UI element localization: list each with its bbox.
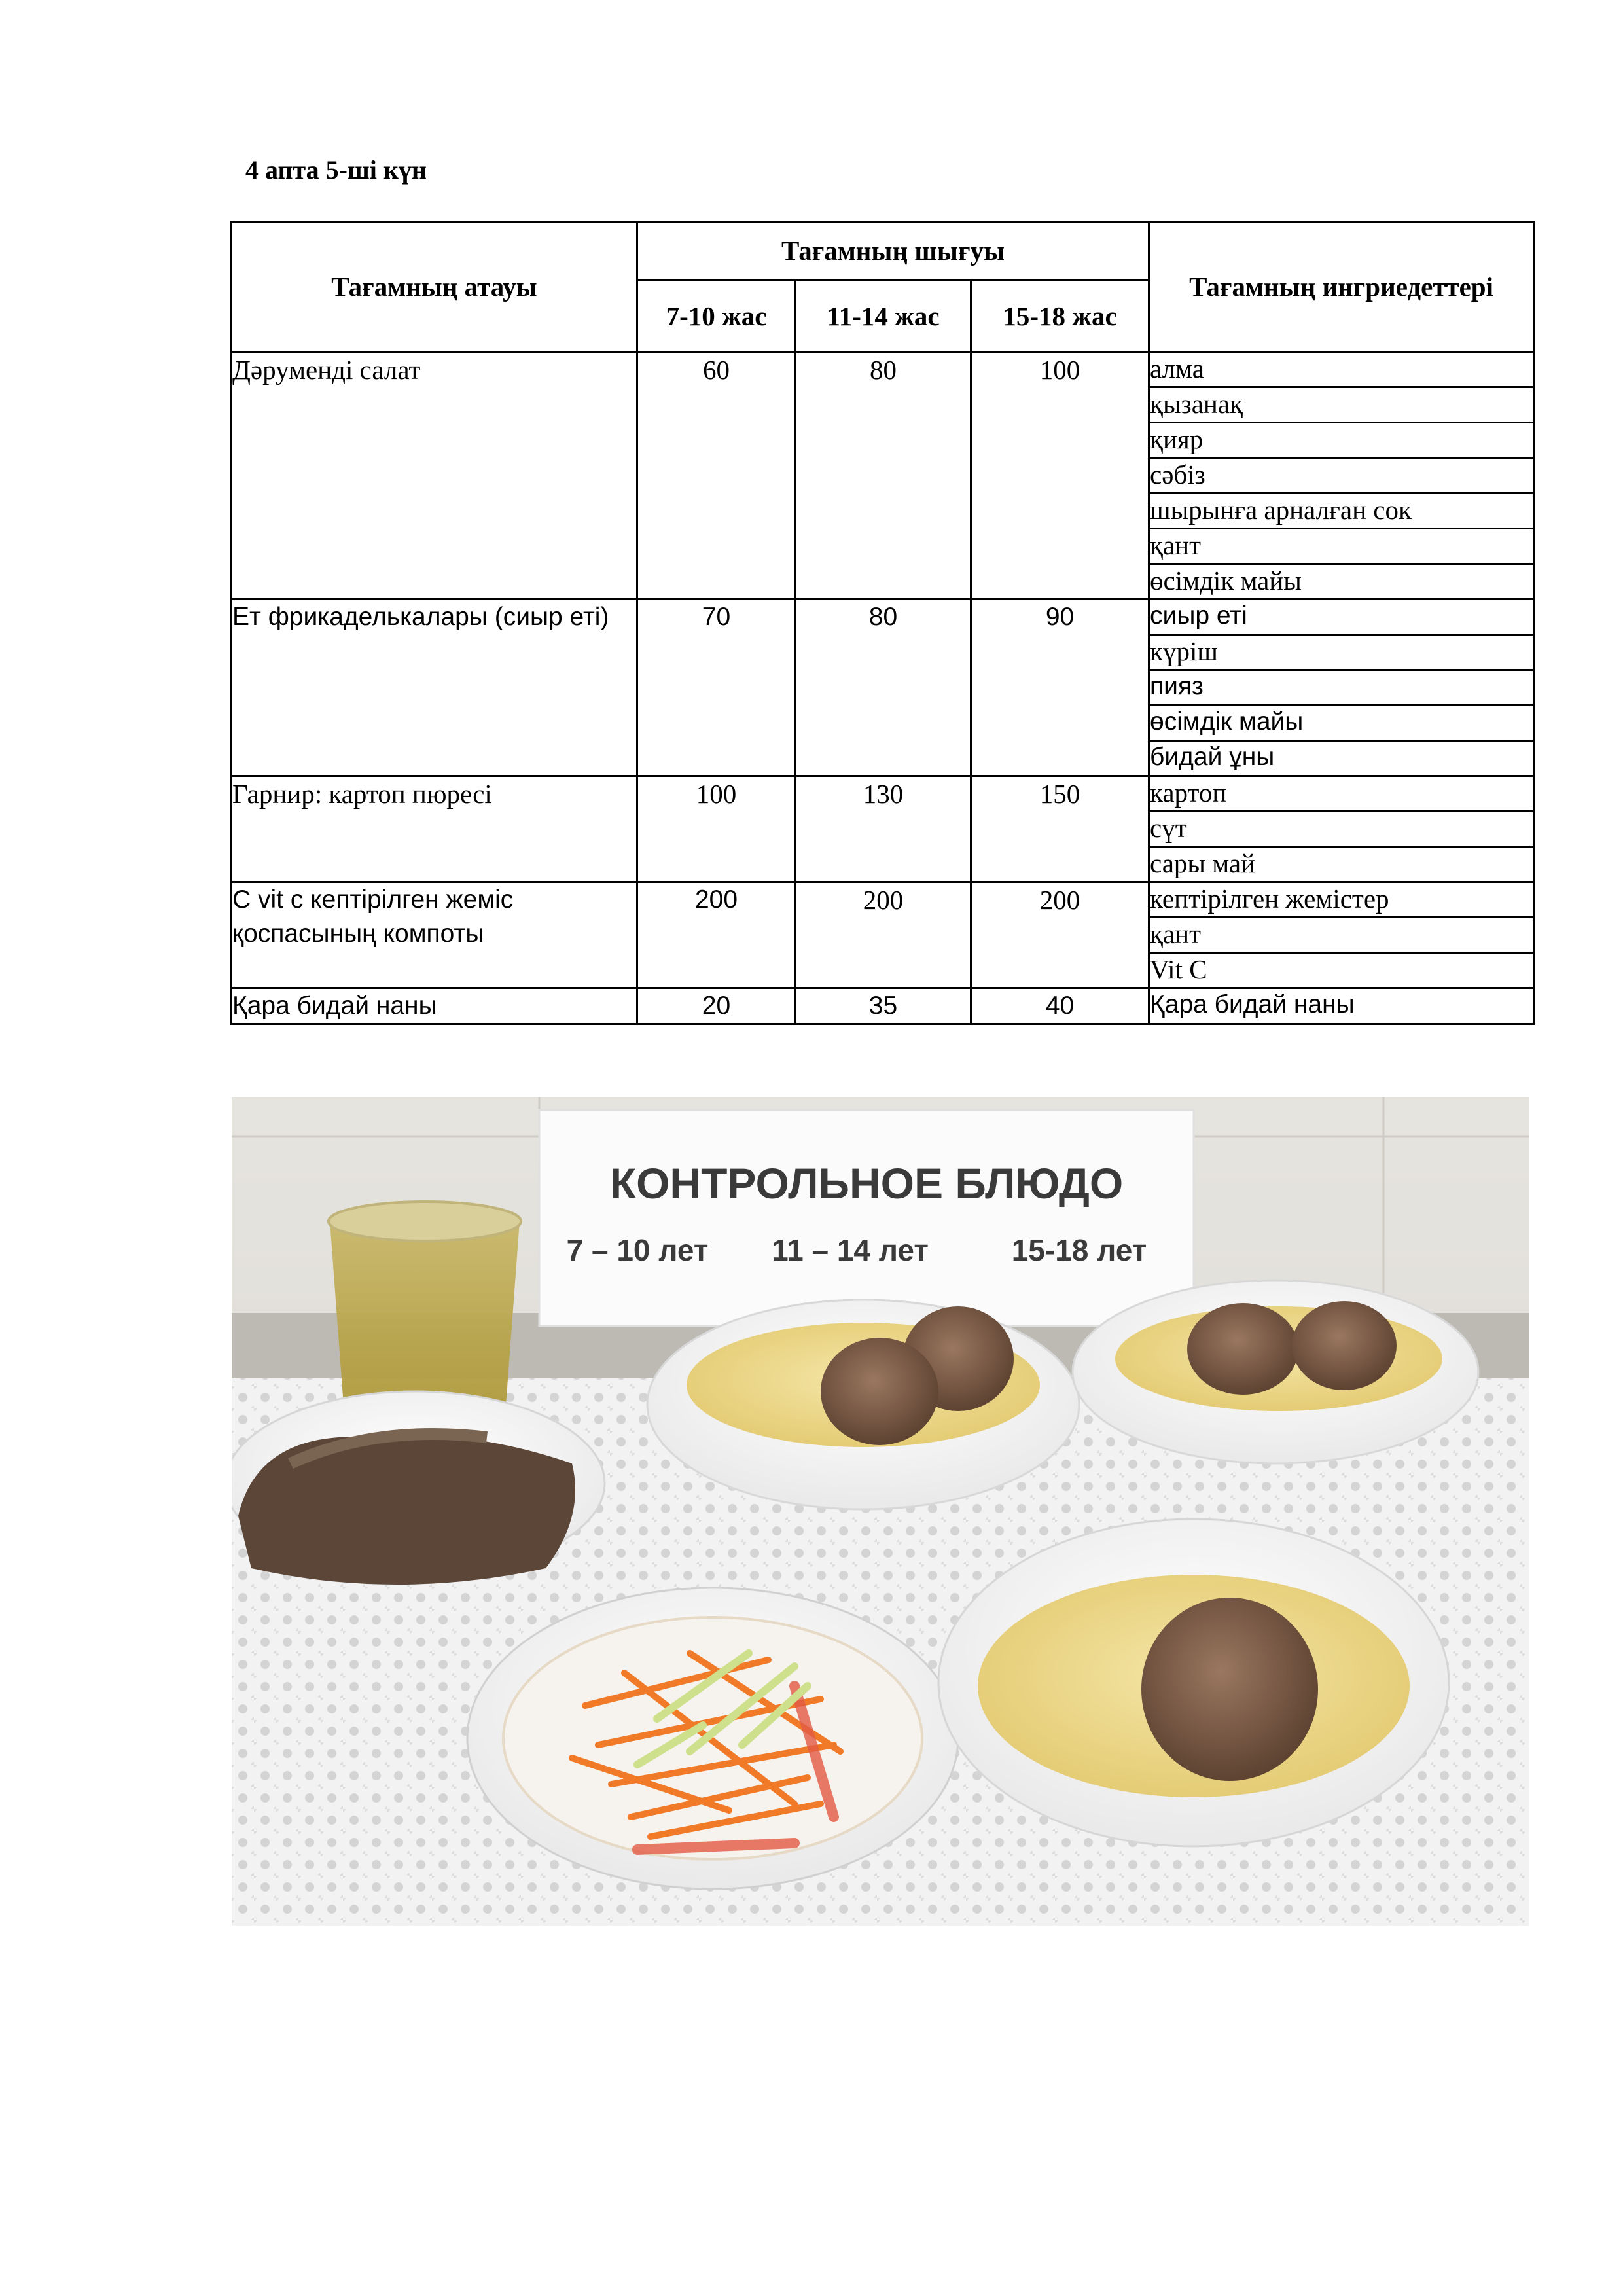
table-row	[232, 882, 1534, 918]
dish-name: Гарнир: картоп пюресі	[232, 776, 637, 882]
table-row	[232, 776, 1534, 812]
portion-7-10: 20	[637, 988, 796, 1024]
portion-11-14: 35	[796, 988, 971, 1024]
portion-11-14: 80	[796, 600, 971, 776]
portion-7-10: 200	[637, 882, 796, 988]
table-row	[232, 352, 1534, 387]
sign-age-11-14: 11 – 14 лет	[772, 1233, 929, 1267]
ingredient: алма	[1149, 352, 1534, 387]
header-age-15-18: 15-18 жас	[971, 280, 1149, 352]
ingredient: сәбіз	[1149, 458, 1534, 493]
portion-15-18: 100	[971, 352, 1149, 600]
portion-15-18: 150	[971, 776, 1149, 882]
ingredient: бидай ұны	[1149, 741, 1534, 776]
ingredient: пияз	[1149, 670, 1534, 706]
header-age-11-14: 11-14 жас	[796, 280, 971, 352]
ingredient: өсімдік майы	[1149, 706, 1534, 741]
portion-7-10: 100	[637, 776, 796, 882]
dish-name: Дәруменді салат	[232, 352, 637, 600]
table-row	[232, 600, 1534, 635]
ingredient: қант	[1149, 529, 1534, 564]
menu-table	[230, 221, 1535, 1025]
ingredient: сүт	[1149, 812, 1534, 847]
ingredient: сары май	[1149, 847, 1534, 882]
portion-11-14: 130	[796, 776, 971, 882]
ingredient: қияр	[1149, 423, 1534, 458]
header-ingredients: Тағамның ингриедеттері	[1149, 222, 1534, 352]
ingredient: қант	[1149, 918, 1534, 953]
ingredient: картоп	[1149, 776, 1534, 812]
portion-7-10: 70	[637, 600, 796, 776]
header-output: Тағамның шығуы	[637, 222, 1149, 280]
header-dish-name: Тағамның атауы	[232, 222, 637, 352]
ingredient: өсімдік майы	[1149, 564, 1534, 600]
dish-name: С vit с кептірілген жеміс қоспасының компоты	[232, 882, 637, 988]
sign-age-7-10: 7 – 10 лет	[566, 1233, 709, 1267]
portion-7-10: 60	[637, 352, 796, 600]
dish-name: Ет фрикаделькалары (сиыр еті)	[232, 600, 637, 776]
sign-age-15-18: 15-18 лет	[1011, 1233, 1147, 1267]
page-title: 4 апта 5-ші күн	[245, 155, 427, 185]
sign-title: КОНТРОЛЬНОЕ БЛЮДО	[609, 1159, 1124, 1208]
table-row	[232, 988, 1534, 1024]
ingredient: Vit C	[1149, 953, 1534, 988]
ingredient: Қара бидай наны	[1149, 988, 1534, 1024]
header-age-7-10: 7-10 жас	[637, 280, 796, 352]
control-dish-photo	[232, 1097, 1529, 1926]
ingredient: кептірілген жемістер	[1149, 882, 1534, 918]
ingredient: шырынға арналған сок	[1149, 493, 1534, 529]
portion-11-14: 80	[796, 352, 971, 600]
portion-15-18: 90	[971, 600, 1149, 776]
portion-15-18: 40	[971, 988, 1149, 1024]
portion-11-14: 200	[796, 882, 971, 988]
ingredient: күріш	[1149, 635, 1534, 670]
portion-15-18: 200	[971, 882, 1149, 988]
ingredient: сиыр еті	[1149, 600, 1534, 635]
dish-name: Қара бидай наны	[232, 988, 637, 1024]
ingredient: қызанақ	[1149, 387, 1534, 423]
